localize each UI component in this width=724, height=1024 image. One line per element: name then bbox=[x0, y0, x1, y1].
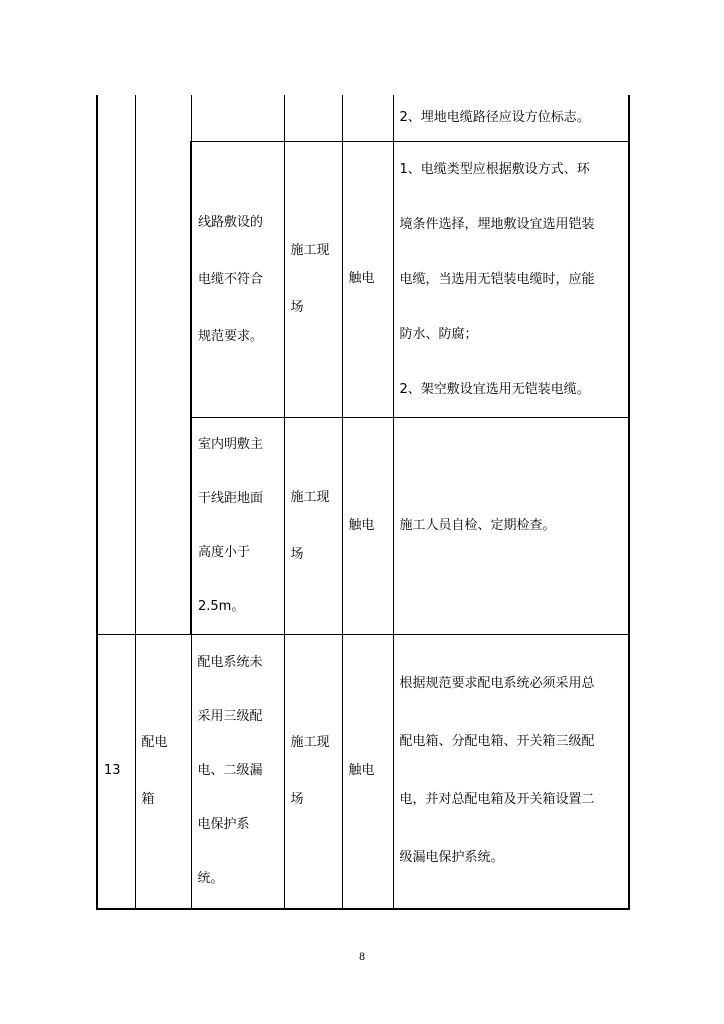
category-line: 箱 bbox=[141, 792, 155, 808]
hazard-line: 统。 bbox=[197, 871, 224, 887]
hazard-line: 干线距地面 bbox=[198, 490, 264, 506]
hazard-cell bbox=[191, 417, 284, 634]
hazard-line: 规范要求。 bbox=[198, 328, 264, 344]
measures-cell bbox=[393, 141, 629, 417]
accident-cell: 触电 bbox=[342, 141, 393, 417]
hazard-line: 线路敷设的 bbox=[198, 214, 264, 230]
measures-cell bbox=[393, 95, 629, 141]
measures-line: 境条件选择，埋地敷设宜选用铠装 bbox=[399, 216, 595, 232]
accident-cell: 触电 bbox=[342, 417, 393, 634]
hazard-table bbox=[96, 95, 630, 910]
category-cell bbox=[135, 634, 191, 909]
hazard-cell bbox=[191, 634, 284, 909]
hazard-line: 2.5m。 bbox=[198, 598, 245, 614]
measures-line: 电缆，当选用无铠装电缆时，应能 bbox=[399, 271, 595, 287]
location-line: 场 bbox=[290, 546, 304, 562]
location-line: 施工现 bbox=[290, 243, 330, 258]
table-row bbox=[97, 95, 629, 141]
location-line: 场 bbox=[290, 792, 304, 808]
measures-line: 级漏电保护系统。 bbox=[399, 850, 504, 866]
accident-cell: 触电 bbox=[342, 634, 393, 909]
location-cell bbox=[284, 95, 342, 141]
measures-text: 施工人员自检、定期检查。 bbox=[399, 517, 556, 533]
location-cell bbox=[284, 141, 342, 417]
table-row bbox=[97, 634, 629, 909]
page-number: 8 bbox=[358, 952, 366, 963]
category-line: 配电 bbox=[141, 735, 168, 751]
hazard-cell bbox=[191, 141, 284, 417]
measures-cell bbox=[393, 634, 629, 909]
row-number-cell: 13 bbox=[97, 634, 135, 909]
measures-line: 电，并对总配电箱及开关箱设置二 bbox=[399, 792, 595, 808]
hazard-line: 电、二级漏 bbox=[197, 763, 263, 779]
hazard-line: 配电系统未 bbox=[197, 655, 263, 671]
measures-line: 2、架空敷设宜选用无铠装电缆。 bbox=[399, 381, 590, 397]
location-line: 施工现 bbox=[290, 489, 330, 505]
location-cell bbox=[284, 634, 342, 909]
measures-line: 1、电缆类型应根据敷设方式、环 bbox=[399, 161, 590, 177]
hazard-cell bbox=[191, 95, 284, 141]
location-cell bbox=[284, 417, 342, 634]
measures-line: 防水、防腐； bbox=[399, 326, 478, 342]
measures-text: 2、埋地电缆路径应设方位标志。 bbox=[399, 109, 590, 125]
location-line: 场 bbox=[290, 300, 304, 315]
measures-line: 根据规范要求配电系统必须采用总 bbox=[399, 676, 595, 692]
hazard-line: 高度小于 bbox=[198, 544, 251, 560]
hazard-line: 电保护系 bbox=[197, 817, 250, 833]
measures-line: 配电箱、分配电箱、开关箱三级配 bbox=[399, 734, 595, 750]
hazard-line: 采用三级配 bbox=[197, 709, 263, 725]
accident-cell bbox=[342, 95, 393, 141]
hazard-line: 室内明敷主 bbox=[198, 436, 264, 452]
hazard-line: 电缆不符合 bbox=[198, 271, 264, 287]
category-cell bbox=[135, 95, 191, 634]
location-line: 施工现 bbox=[290, 735, 330, 751]
measures-cell bbox=[393, 417, 629, 634]
row-number-cell bbox=[97, 95, 135, 634]
